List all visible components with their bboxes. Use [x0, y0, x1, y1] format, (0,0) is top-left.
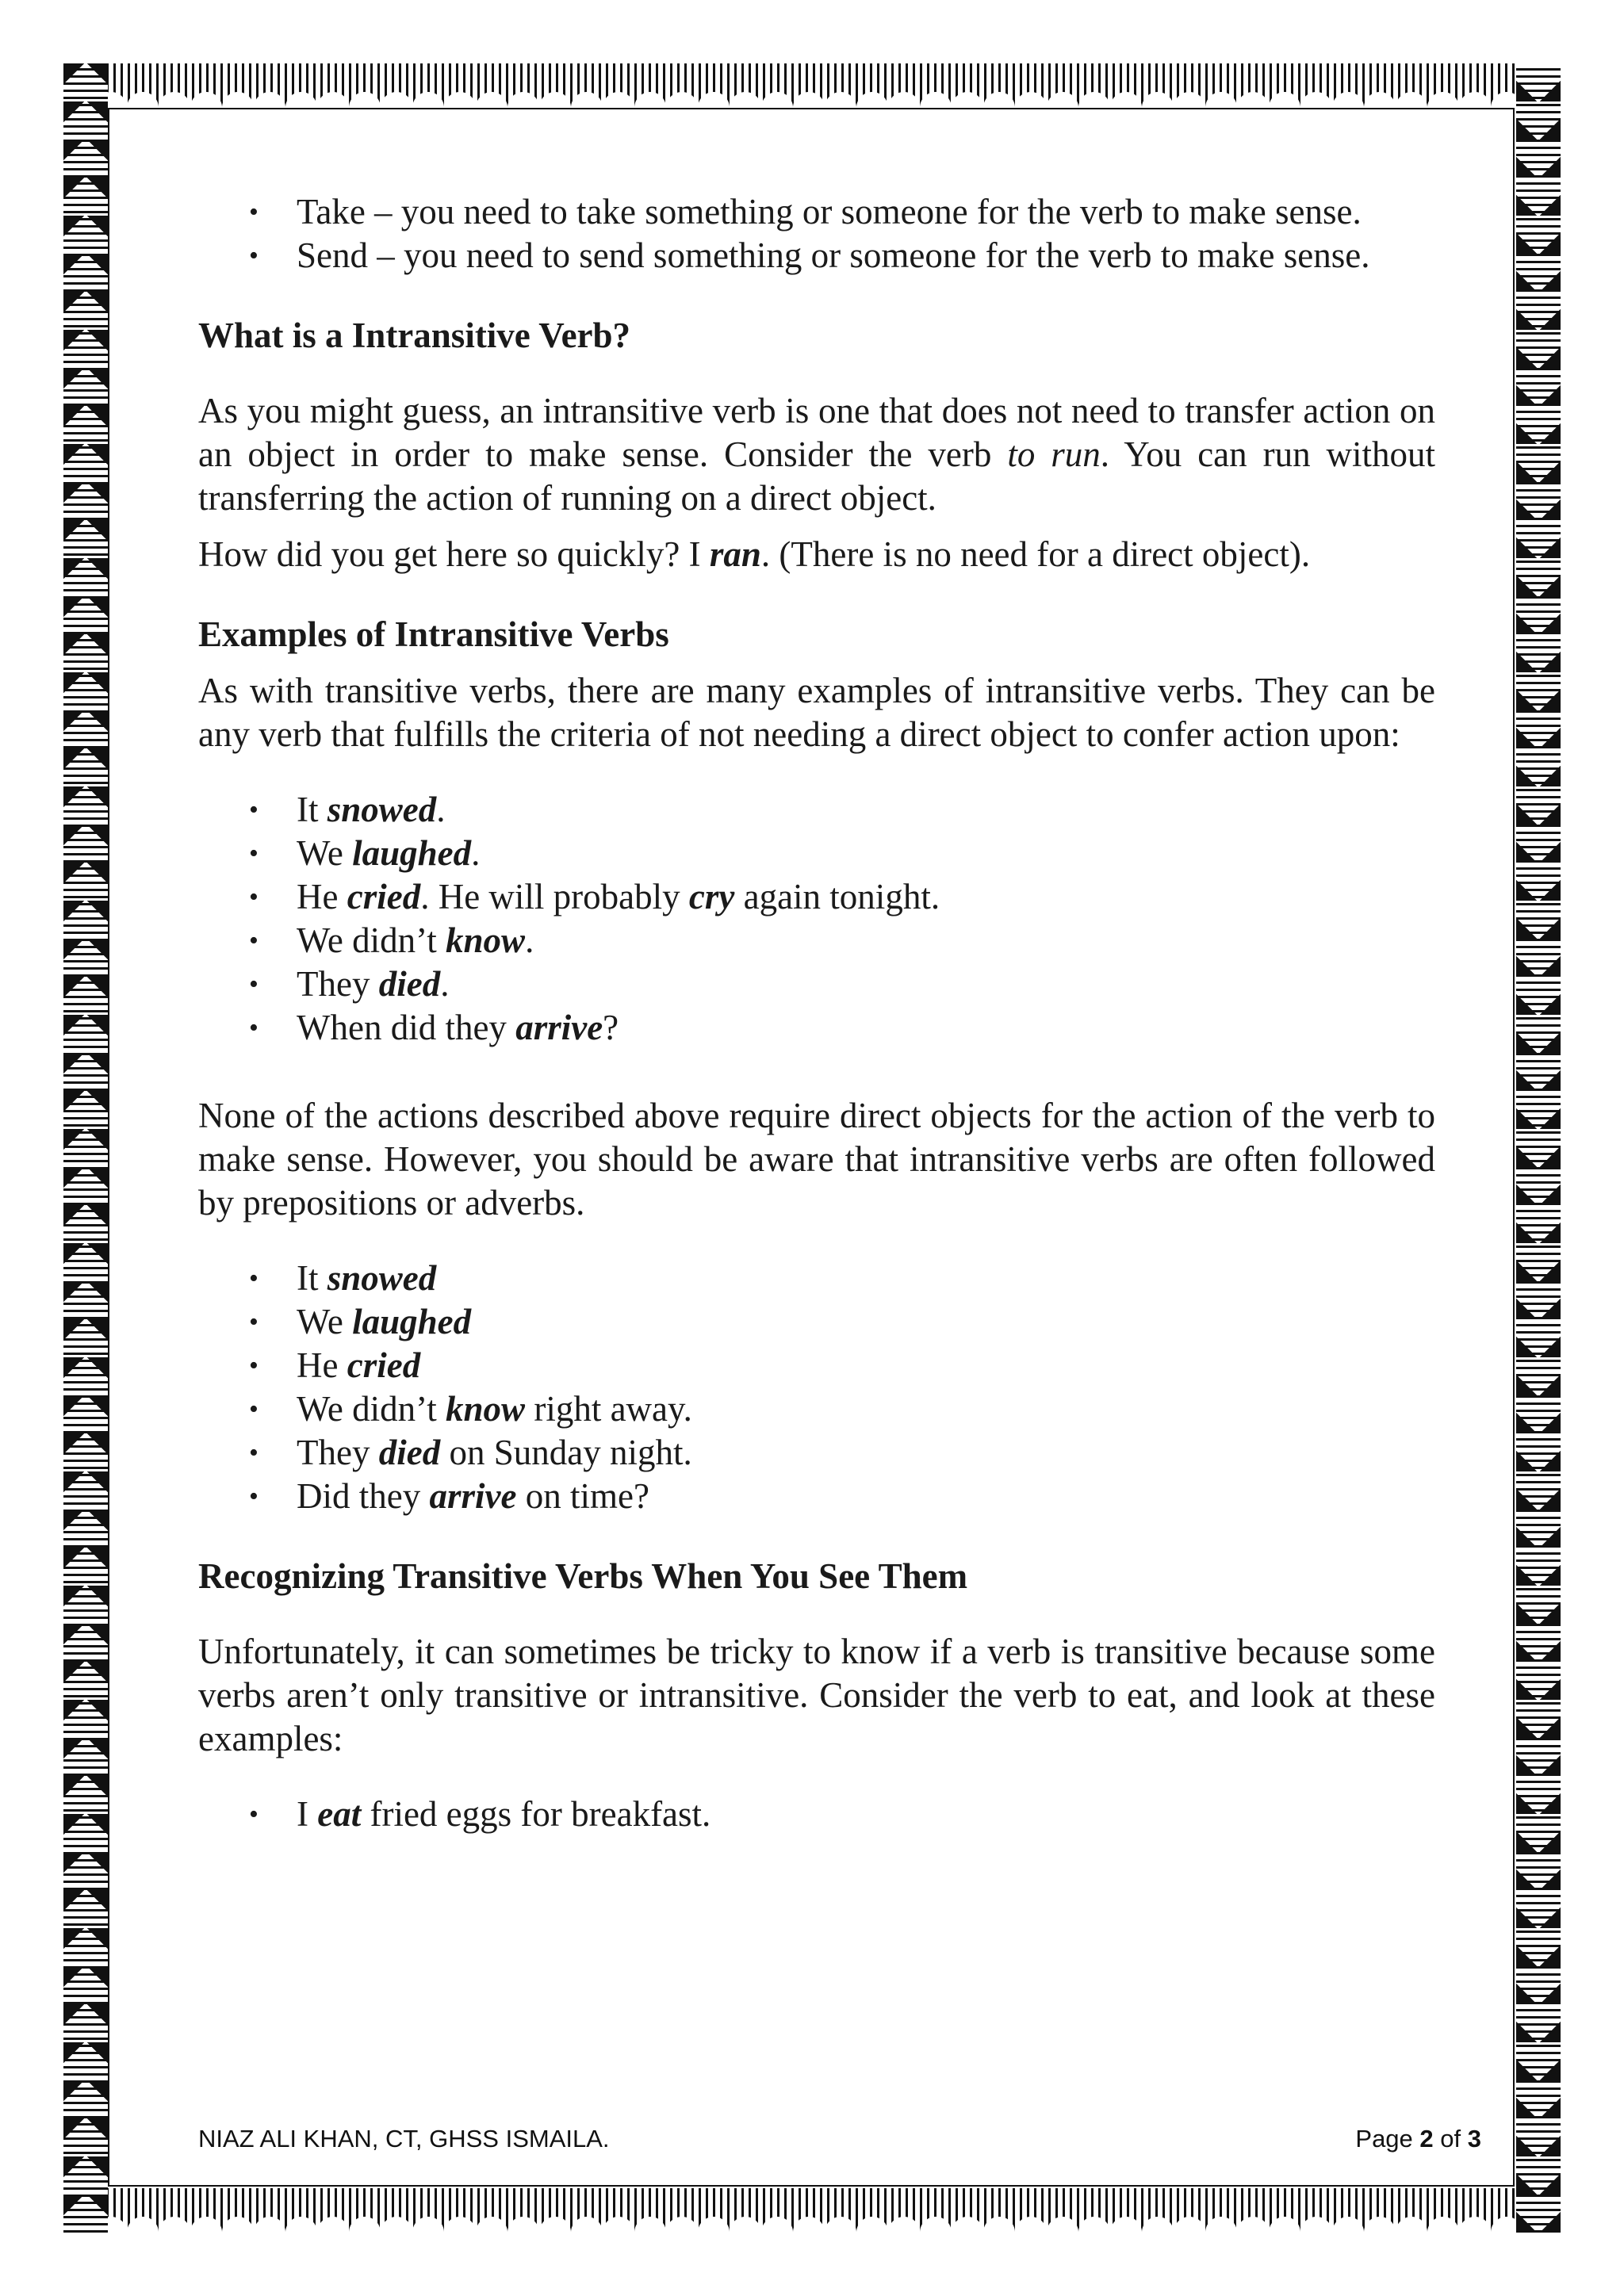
example-list [198, 1257, 1435, 1518]
list-item: • Send – you need to send something or someone for the verb to make sense. [198, 234, 1435, 277]
list-item: • Did they arrive on time? [198, 1475, 1435, 1518]
list-item: • We didn’t know right away. [198, 1387, 1435, 1431]
list-item: • We laughed. [198, 832, 1435, 875]
paragraph: How did you get here so quickly? I ran. (There is no need for a direct object). [198, 534, 1311, 574]
paragraph: As with transitive verbs, there are many examples of intransitive verbs. They can be any verb that fulfills the criteria of not needing a direct object to confer action upon: [198, 671, 1435, 754]
list-item: • Take – you need to take something or someone for the verb to make sense. [198, 190, 1435, 234]
list-item: • They died. [198, 962, 1435, 1006]
decorative-border-top [63, 63, 1561, 108]
paragraph: As you might guess, an intransitive verb is one that does not need to transfer action on an object in order to make sense. Consider the verb to run. You can run without transferring the action of running on a direct object. [198, 391, 1436, 518]
decorative-border-right [1516, 63, 1561, 2233]
example-list [198, 788, 1435, 1050]
decorative-border-bottom [63, 2188, 1561, 2233]
document-body [198, 190, 1435, 1836]
list-item: • When did they arrive? [198, 1006, 1435, 1050]
page-number: Page 2 of 3 [1355, 2125, 1481, 2152]
intro-bullet-list [198, 190, 1435, 277]
list-item: • I eat fried eggs for breakfast. [198, 1793, 1435, 1836]
page-footer [198, 2123, 1481, 2155]
list-item: • They died on Sunday night. [198, 1431, 1435, 1475]
list-item: • We didn’t know. [198, 919, 1435, 962]
list-item: • It snowed. [198, 788, 1435, 832]
list-item: • We laughed [198, 1300, 1435, 1344]
list-item: • It snowed [198, 1257, 1435, 1300]
example-list [198, 1793, 1435, 1836]
decorative-border-left [63, 63, 108, 2233]
section-heading: Recognizing Transitive Verbs When You See Them [198, 1556, 968, 1596]
paragraph: Unfortunately, it can sometimes be tricky to know if a verb is transitive because some verbs aren’t only transitive or intransitive. Consider the verb to eat, and look at these examples: [198, 1632, 1435, 1758]
list-item: • He cried. He will probably cry again tonight. [198, 875, 1435, 919]
paragraph: None of the actions described above require direct objects for the action of the verb to make sense. However, you should be aware that intransitive verbs are often followed by prepositions or adverbs. [198, 1096, 1435, 1223]
list-item: • He cried [198, 1344, 1435, 1387]
section-heading: Examples of Intransitive Verbs [198, 614, 669, 654]
footer-author: NIAZ ALI KHAN, CT, GHSS ISMAILA. [198, 2125, 610, 2152]
section-heading: What is a Intransitive Verb? [198, 316, 631, 355]
